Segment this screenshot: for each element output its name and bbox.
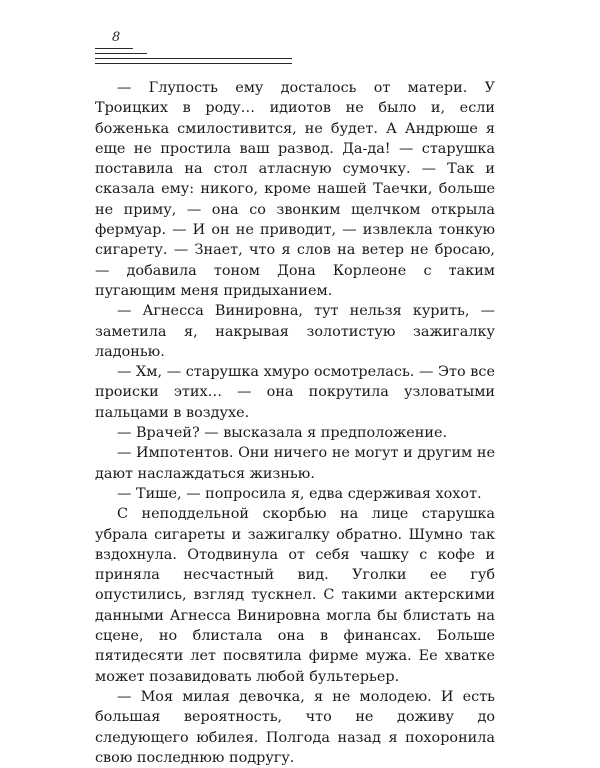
paragraph: С неподдельной скорбью на лице старушка убрала сигареты и зажигалку обратно. Шумно так вздохнула. Отодвинула от себя чашку с кофе и приняла несчастный вид. Уголки ее губ опустились, взгляд тускнел. С такими актерскими данными Агнесса Винировна могла бы блистать на сцене, но блистала она в финансах. Больше пятидесяти лет посвятила фирме мужа. Ее хватке может позавидовать любой бультерьер. [95,506,495,685]
paragraph: — Тише, — попросила я, едва сдерживая хохот. [117,485,482,502]
paragraph: — Врачей? — высказала я предположение. [117,425,448,442]
header-rule [95,53,147,54]
header-rule [95,63,292,64]
header-rule [95,58,292,59]
paragraph: — Глупость ему досталось от матери. У Троицких в роду… идиотов не было и, если боженька смилостивится, не будет. А Андрюше я еще не простила ваш развод. Да-да! — старушка поставила на стол атласную сумочку. — Так и сказала ему: никого, кроме нашей Таечки, больше не приму, — она со звонким щелчком открыла фермуар. — И он не приводит, — извлекла тонкую сигарету. — Знает, что я слов на ветер не бросаю, — добавила тоном Дона Корлеоне с таким пугающим меня придыханием. [95,80,495,299]
paragraph: — Моя милая девочка, я не молодею. И есть большая вероятность, что не доживу до следующего юбилея. Полгода назад я похоронила свою последнюю подругу. [95,688,495,766]
page-header [0,0,600,70]
paragraph: — Агнесса Винировна, тут нельзя курить, — заметила я, накрывая золотистую зажигалку ладонью. [95,303,495,360]
paragraph: — Импотентов. Они ничего не могут и другим не дают наслаждаться жизнью. [95,445,495,482]
page-number: 8 [112,30,121,45]
header-rule [95,48,133,49]
body-text [95,78,495,768]
paragraph: — Хм, — старушка хмуро осмотрелась. — Это все происки этих… — она покрутила узловатыми пальцами в воздухе. [95,364,495,421]
